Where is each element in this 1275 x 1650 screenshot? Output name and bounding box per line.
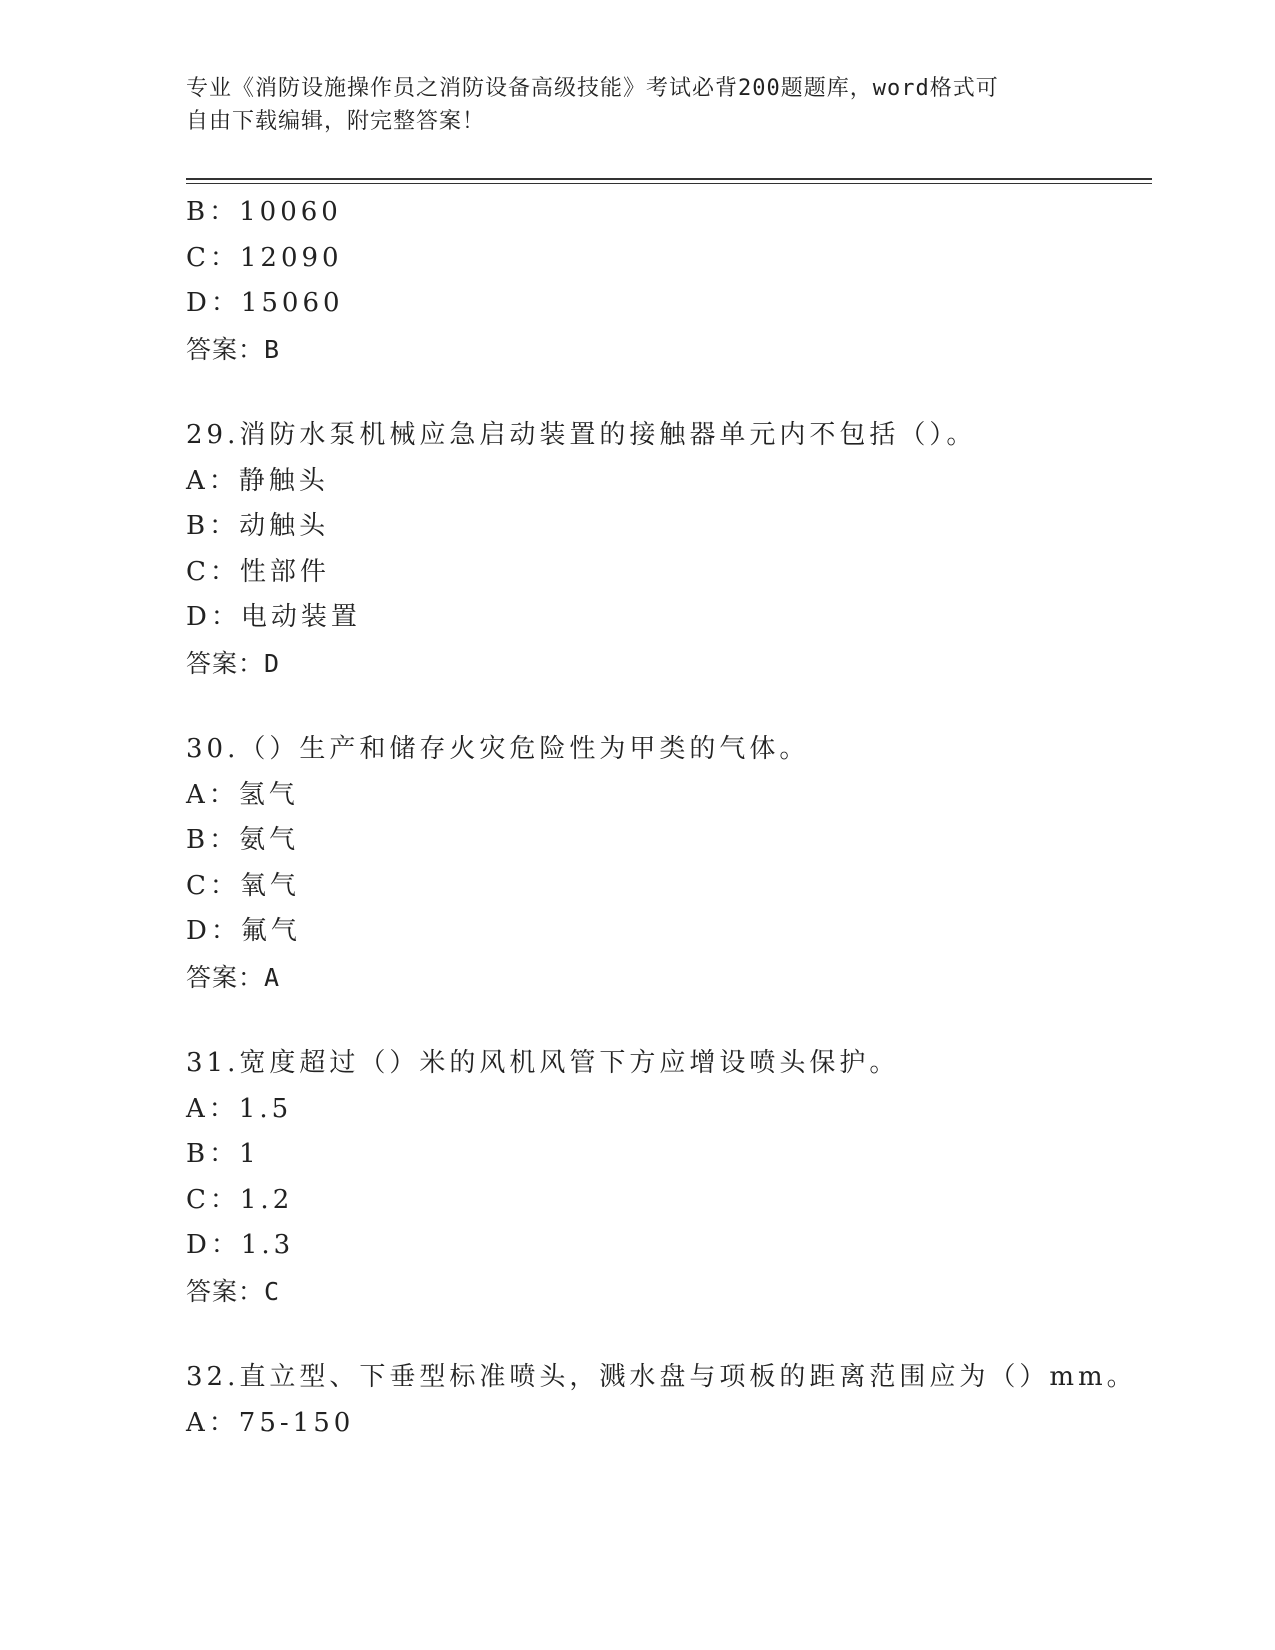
spacer	[186, 372, 1152, 413]
option-c: C：1.2	[186, 1184, 294, 1215]
option-c: C：12090	[186, 242, 343, 273]
question-list	[186, 190, 1152, 1446]
option-a: A：静触头	[186, 465, 329, 496]
question-title: 29.消防水泵机械应急启动装置的接触器单元内不包括（）。	[186, 420, 977, 450]
spacer	[186, 686, 1152, 727]
option-d: D：电动装置	[186, 602, 361, 632]
option-d: D：氟气	[186, 916, 301, 946]
question-block-31	[186, 1041, 1152, 1314]
option-d: D：1.3	[186, 1230, 295, 1260]
question-title: 32.直立型、下垂型标准喷头，溅水盘与项板的距离范围应为（）mm。	[186, 1362, 1137, 1392]
spacer	[186, 1314, 1152, 1355]
header-divider-thin	[186, 183, 1152, 184]
option-b: B：1	[186, 1139, 260, 1169]
question-block-30	[186, 727, 1152, 1000]
option-a: A：1.5	[186, 1093, 293, 1124]
option-b: B：氨气	[186, 825, 300, 855]
option-d: D：15060	[186, 288, 344, 318]
question-block-29	[186, 413, 1152, 686]
question-block-carryover	[186, 190, 1152, 372]
document-header	[186, 72, 1066, 138]
question-title: 31.宽度超过（）米的风机风管下方应增设喷头保护。	[186, 1048, 900, 1078]
header-divider-thick	[186, 178, 1152, 180]
option-b: B：10060	[186, 197, 342, 227]
answer-line: 答案：B	[186, 334, 281, 364]
option-c: C：氧气	[186, 870, 300, 901]
question-block-32	[186, 1355, 1152, 1446]
header-line-1: 专业《消防设施操作员之消防设备高级技能》考试必背200题题库，word格式可	[186, 76, 999, 101]
question-title: 30.（）生产和储存火灾危险性为甲类的气体。	[186, 734, 810, 764]
option-b: B：动触头	[186, 511, 330, 541]
option-a: A：75-150	[186, 1407, 355, 1438]
option-c: C：性部件	[186, 556, 330, 587]
header-line-2: 自由下载编辑，附完整答案！	[186, 109, 486, 134]
option-a: A：氢气	[186, 779, 299, 810]
answer-line: 答案：D	[186, 648, 281, 678]
answer-line: 答案：A	[186, 962, 281, 992]
spacer	[186, 1000, 1152, 1041]
answer-line: 答案：C	[186, 1276, 281, 1306]
